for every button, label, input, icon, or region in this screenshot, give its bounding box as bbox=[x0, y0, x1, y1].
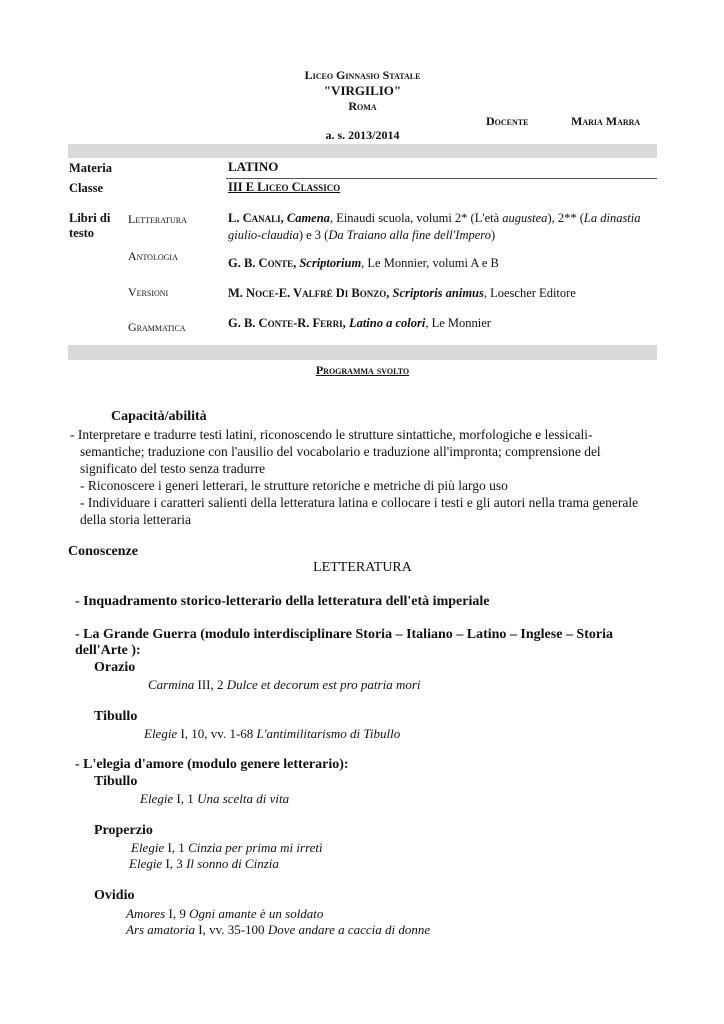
book-author: G. B. Conte, bbox=[228, 256, 297, 270]
book-volume-name: Da Traiano alla fine dell'Impero bbox=[328, 228, 491, 242]
work-title: Il sonno di Cinzia bbox=[186, 856, 279, 871]
modulo-inquadramento: - Inquadramento storico-letterario della letteratura dell'età imperiale bbox=[75, 594, 490, 609]
work-ovidio bbox=[126, 906, 323, 922]
book-category-versioni: Versioni bbox=[128, 285, 169, 299]
book-volume-name: augustea bbox=[502, 211, 548, 225]
capacita-line: semantiche; traduzione con l'ausilio del vocabolario e traduzione all'impronta; comprensione del bbox=[80, 444, 601, 459]
materia-value: LATINO bbox=[228, 159, 279, 174]
school-year: a. s. 2013/2014 bbox=[325, 128, 400, 142]
materia-underline bbox=[226, 178, 657, 179]
work-name: Elegie bbox=[129, 856, 163, 871]
book-antologia bbox=[228, 256, 499, 271]
programma-title: Programma svolto bbox=[315, 363, 410, 377]
work-name: Elegie bbox=[140, 791, 174, 806]
book-author: M. Noce-E. Valfré Di Bonzo, bbox=[228, 286, 390, 300]
work-ovidio bbox=[126, 922, 430, 938]
work-name: Elegie bbox=[144, 726, 178, 741]
work-title: Dove andare a caccia di donne bbox=[267, 922, 431, 937]
work-tibullo bbox=[144, 726, 400, 742]
capacita-line: - Individuare i caratteri salienti della letteratura latina e collocare i testi e gli autori nella trama generale bbox=[80, 495, 639, 510]
book-details: , Einaudi scuola, volumi 2* (L'età bbox=[329, 211, 503, 225]
libri-label: Libri di bbox=[69, 211, 111, 225]
book-author: G. B. Conte-R. Ferri, bbox=[228, 316, 346, 330]
school-name: Liceo Ginnasio Statale bbox=[304, 68, 421, 82]
work-title: L'antimilitarismo di Tibullo bbox=[256, 726, 401, 741]
docente-name: Maria Marra bbox=[571, 114, 641, 128]
work-tibullo bbox=[140, 791, 289, 807]
testo-label: testo bbox=[69, 226, 94, 240]
conoscenze-heading: Conoscenze bbox=[68, 544, 138, 559]
book-category-grammatica: Grammatica bbox=[128, 320, 186, 334]
info-divider-bar bbox=[68, 345, 657, 360]
modulo-elegia: - L'elegia d'amore (modulo genere letterario): bbox=[75, 757, 349, 772]
capacita-heading: Capacità/abilità bbox=[111, 409, 207, 424]
author-ovidio: Ovidio bbox=[94, 888, 135, 903]
book-letteratura-line2 bbox=[228, 228, 495, 243]
header-divider-bar bbox=[68, 144, 657, 158]
work-name: Carmina bbox=[148, 677, 195, 692]
book-details: , Le Monnier, volumi A e B bbox=[361, 256, 499, 270]
book-details: ), 2** ( bbox=[547, 211, 584, 225]
work-ref: I, vv. 35-100 bbox=[194, 922, 268, 937]
work-properzio bbox=[129, 856, 279, 872]
author-orazio: Orazio bbox=[94, 660, 136, 675]
book-details: , Le Monnier bbox=[425, 316, 491, 330]
work-name: Ars amatoria bbox=[126, 922, 195, 937]
modulo-grande-guerra: - La Grande Guerra (modulo interdisciplinare Storia – Italiano – Latino – Inglese – Storia bbox=[75, 627, 613, 642]
author-tibullo: Tibullo bbox=[94, 709, 138, 724]
book-versioni bbox=[228, 286, 576, 301]
work-title: Una scelta di vita bbox=[197, 791, 290, 806]
work-ref: I, 1 bbox=[173, 791, 198, 806]
book-title: Camena bbox=[286, 211, 330, 225]
work-ref: I, 9 bbox=[165, 906, 190, 921]
letteratura-heading: LETTERATURA bbox=[313, 560, 412, 575]
book-details: ) bbox=[490, 228, 496, 242]
work-title: Cinzia per prima mi irretì bbox=[188, 840, 323, 855]
work-name: Amores bbox=[126, 906, 166, 921]
classe-label: Classe bbox=[69, 181, 104, 195]
work-ref: I, 10, vv. 1-68 bbox=[177, 726, 257, 741]
capacita-list bbox=[70, 426, 658, 528]
book-details: , Loescher Editore bbox=[483, 286, 576, 300]
docente-label: Docente bbox=[486, 114, 529, 128]
book-details: ) e 3 ( bbox=[298, 228, 329, 242]
book-letteratura bbox=[228, 211, 658, 226]
capacita-line: - Riconoscere i generi letterari, le strutture retoriche e metriche di più largo uso bbox=[80, 478, 508, 493]
work-title: Dulce et decorum est pro patria mori bbox=[226, 677, 421, 692]
school-title: "VIRGILIO" bbox=[323, 83, 402, 98]
work-properzio bbox=[131, 840, 323, 856]
book-title: Latino a colori bbox=[348, 316, 426, 330]
modulo-grande-guerra-line2: dell'Arte ): bbox=[75, 643, 141, 658]
book-category-antologia: Antologia bbox=[128, 249, 178, 263]
capacita-line: - Interpretare e tradurre testi latini, riconoscendo le strutture sintattiche, morfologiche e lessicali- bbox=[70, 427, 593, 442]
work-title: Ogni amante è un soldato bbox=[189, 906, 324, 921]
materia-label: Materia bbox=[69, 161, 113, 175]
book-grammatica bbox=[228, 316, 491, 331]
work-name: Elegie bbox=[131, 840, 165, 855]
author-properzio: Properzio bbox=[94, 823, 153, 838]
book-title: Scriptorium bbox=[299, 256, 362, 270]
work-orazio bbox=[148, 677, 421, 693]
book-author: L. Canali, bbox=[228, 211, 284, 225]
book-category-letteratura: Letteratura bbox=[128, 212, 187, 226]
capacita-line: significato del testo senza tradurre bbox=[80, 461, 266, 476]
work-ref: I, 3 bbox=[162, 856, 187, 871]
work-ref: III, 2 bbox=[194, 677, 227, 692]
book-title: Scriptoris animus bbox=[392, 286, 484, 300]
capacita-line: della storia letteraria bbox=[80, 512, 191, 527]
work-ref: I, 1 bbox=[164, 840, 189, 855]
classe-value: III E Liceo Classico bbox=[228, 180, 341, 194]
school-city: Roma bbox=[348, 99, 377, 113]
book-volume-name: La dinastia bbox=[583, 211, 641, 225]
book-volume-name: giulio-claudia bbox=[228, 228, 299, 242]
author-tibullo: Tibullo bbox=[94, 774, 138, 789]
